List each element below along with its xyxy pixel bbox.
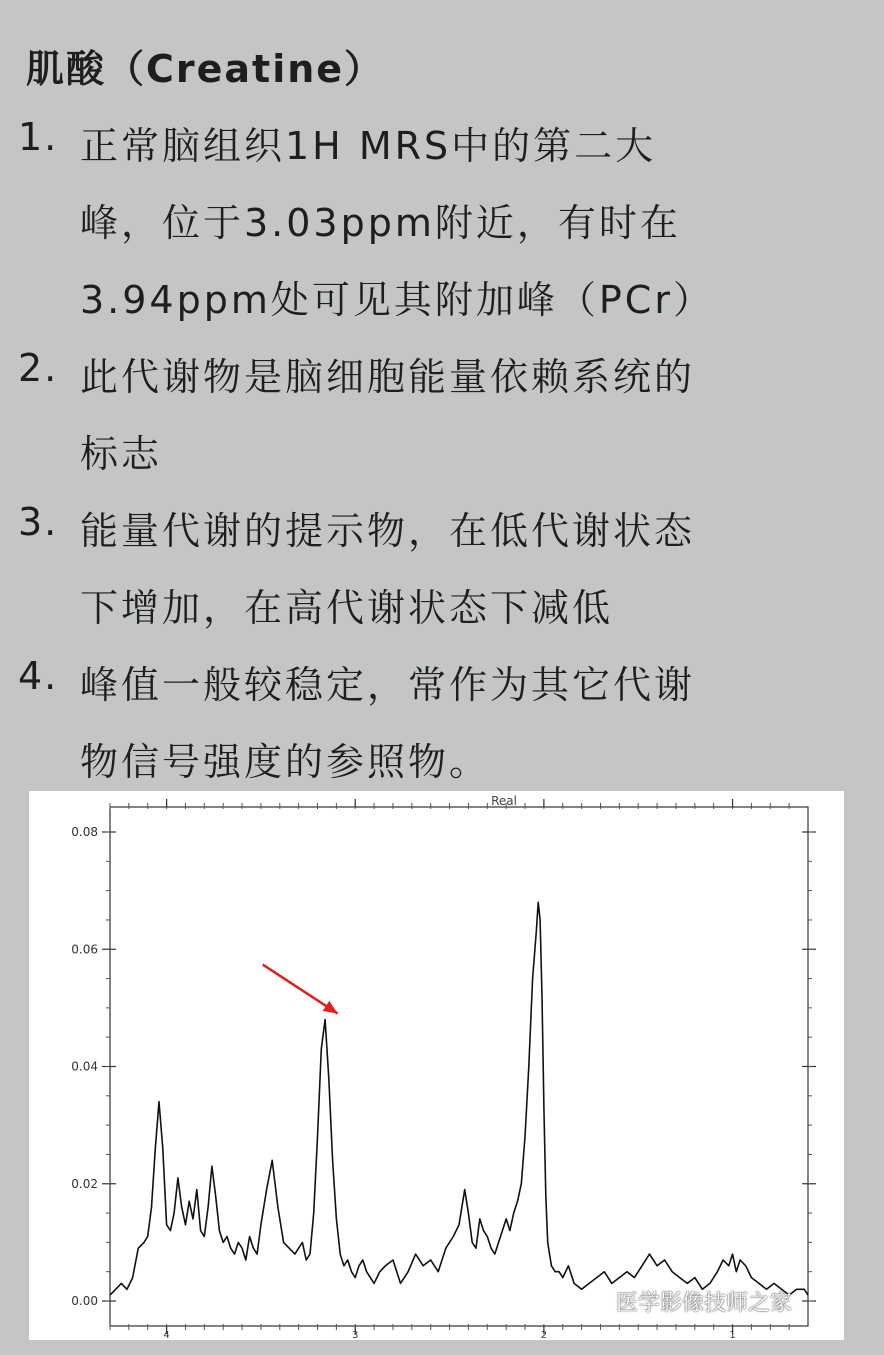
- list-item-line: 物信号强度的参照物。: [80, 740, 491, 784]
- y-tick-label: 0.06: [71, 942, 98, 957]
- mrs-spectrum-figure: [29, 791, 844, 1340]
- list-item: [0, 500, 884, 654]
- y-tick-label: 0.02: [71, 1176, 98, 1191]
- annotation-arrow-head: [323, 1001, 338, 1014]
- list-item-number: 3.: [18, 500, 59, 544]
- x-tick-label: 2: [540, 1330, 548, 1340]
- watermark: [590, 1286, 792, 1317]
- list-item-line: 此代谢物是脑细胞能量依赖系统的: [80, 355, 696, 399]
- list-item-line: 峰，位于3.03ppm附近，有时在: [80, 201, 681, 245]
- list-item: [0, 115, 884, 346]
- page-title: 肌酸（Creatine）: [26, 47, 385, 91]
- list-item-line: 下增加，在高代谢状态下减低: [80, 586, 614, 630]
- spectrum-chart: [29, 791, 844, 1340]
- wechat-icon: [590, 1295, 612, 1313]
- y-tick-label: 0.00: [71, 1294, 98, 1308]
- list-item-number: 4.: [18, 654, 59, 698]
- list-item-line: 能量代谢的提示物，在低代谢状态: [80, 509, 696, 553]
- list-item: [0, 346, 884, 500]
- list-item-line: 3.94ppm处可见其附加峰（PCr）: [80, 278, 714, 322]
- chart-title: Real: [491, 794, 517, 808]
- list-item: [0, 654, 884, 808]
- list-item-number: 2.: [18, 346, 59, 390]
- list-item-line: 正常脑组织1H MRS中的第二大: [80, 124, 657, 168]
- y-tick-label: 0.08: [71, 825, 98, 839]
- list-item-line: 峰值一般较稳定，常作为其它代谢: [80, 663, 696, 707]
- list-item-number: 1.: [18, 115, 59, 159]
- watermark-text: 医学影像技师之家: [616, 1291, 793, 1316]
- y-tick-label: 0.04: [71, 1059, 98, 1074]
- plot-frame: [110, 807, 808, 1326]
- x-tick-label: 3: [352, 1330, 359, 1340]
- spectrum-line: [110, 902, 808, 1295]
- list-item-line: 标志: [80, 432, 163, 476]
- x-tick-label: 1: [729, 1330, 736, 1340]
- x-tick-label: 4: [163, 1330, 170, 1340]
